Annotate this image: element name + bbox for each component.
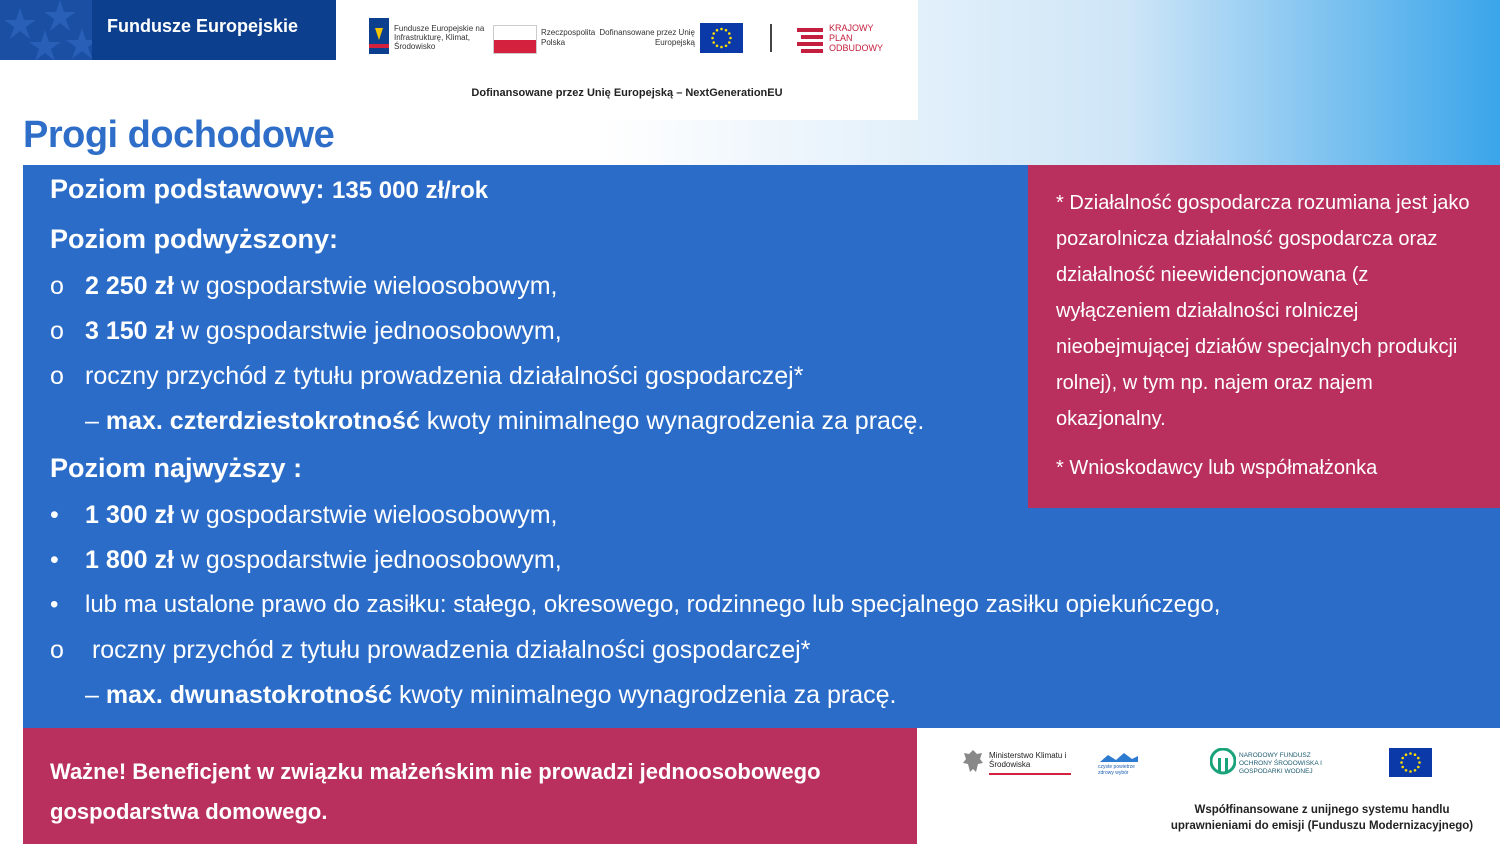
list-marker: o (50, 362, 64, 390)
basic-level-heading (50, 174, 488, 205)
eu-flag-icon (700, 23, 743, 53)
czyste-powietrze-text: czyste powietrze zdrowy wybór (1098, 764, 1135, 776)
amount: 1 800 zł (85, 546, 174, 574)
max-multiplier: max. dwunastokrotność (105, 681, 393, 709)
poland-logo-text: Rzeczpospolita Polska (541, 28, 596, 47)
list-item (50, 591, 1220, 619)
max-multiplier: max. czterdziestokrotność (105, 407, 420, 435)
list-item (50, 636, 810, 665)
item-text: kwoty minimalnego wynagrodzenia za pracę. (392, 681, 897, 709)
nfosigw-text: NARODOWY FUNDUSZ OCHRONY ŚRODOWISKA I GOSPODARKI WODNEJ (1239, 752, 1322, 775)
highest-level-heading: Poziom najwyższy : (50, 453, 303, 483)
note-text: * Działalność gospodarcza rozumiana jest jako pozarolnicza działalność gospodarcza oraz działalność nieewidencjonowana (z wyłączeniem działalności rolniczej nieobejmującej działów specjalnych produkcji rolnej), w tym np. najem oraz najem okazjonalny. (1056, 192, 1470, 430)
important-box (23, 728, 917, 844)
list-item (50, 501, 557, 530)
fe-logo-icon (369, 18, 389, 54)
list-item (50, 317, 562, 346)
logo-divider (770, 24, 772, 52)
list-item (50, 272, 557, 301)
poland-flag-icon (493, 25, 537, 54)
list-item (50, 546, 562, 575)
item-text: w gospodarstwie jednoosobowym, (173, 546, 562, 574)
basic-level-label: Poziom podstawowy: (50, 174, 325, 204)
eagle-emblem-icon (962, 748, 984, 776)
logo-strip (336, 0, 918, 120)
item-text: w gospodarstwie wieloosobowym, (173, 272, 558, 300)
eu-flag-icon (1389, 748, 1432, 777)
item-text: w gospodarstwie wieloosobowym, (173, 501, 558, 529)
max-line (85, 681, 896, 710)
important-text: Ważne! Beneficjent w związku małżeńskim nie prowadzi jednoosobowego gospodarstwa domowego. (50, 759, 821, 824)
item-text: w gospodarstwie jednoosobowym, (173, 317, 562, 345)
kpo-logo-text: KRAJOWY PLAN ODBUDOWY (829, 23, 883, 53)
item-text: lub ma ustalone prawo do zasiłku: stałego, okresowego, rodzinnego lub specjalnego zasiłku opiekuńczego, (85, 591, 1221, 618)
basic-level-value: 135 000 zł/rok (332, 177, 489, 204)
list-marker: • (50, 501, 59, 529)
ngeu-line: Dofinansowane przez Unię Europejską – NextGenerationEU (471, 87, 783, 99)
ministry-logo-text: Ministerstwo Klimatu i Środowiska (989, 751, 1071, 775)
item-text: roczny przychód z tytułu prowadzenia działalności gospodarczej* (85, 362, 804, 390)
dash: – (85, 407, 106, 435)
eu-stars-icon (0, 0, 92, 60)
max-line (85, 407, 924, 436)
amount: 1 300 zł (85, 501, 174, 529)
amount: 2 250 zł (85, 272, 174, 300)
dash: – (85, 681, 106, 709)
footer-logos (917, 728, 1500, 844)
note-box (1028, 165, 1500, 508)
page-title: Progi dochodowe (23, 114, 335, 156)
item-text: roczny przychód z tytułu prowadzenia działalności gospodarczej* (85, 636, 811, 664)
list-marker: • (50, 546, 59, 574)
kpo-logo-icon (797, 24, 823, 54)
program-name: Fundusze Europejskie (107, 16, 299, 36)
nfosigw-logo-icon (1210, 748, 1236, 778)
list-marker: o (50, 272, 64, 300)
list-marker: • (50, 591, 59, 618)
item-text: kwoty minimalnego wynagrodzenia za pracę. (419, 407, 925, 435)
amount: 3 150 zł (85, 317, 174, 345)
fe-logo-text: Fundusze Europejskie na Infrastrukturę, Klimat, Środowisko (394, 24, 485, 51)
raised-level-heading: Poziom podwyższony: (50, 224, 339, 254)
list-marker: o (50, 317, 64, 345)
eu-cofinanced-text: Dofinansowane przez Unię Europejską (599, 28, 695, 47)
fe-header-bar (0, 0, 336, 60)
list-item (50, 362, 803, 391)
cofinanced-text: Współfinansowane z unijnego systemu handlu uprawnieniami do emisji (Funduszu Modernizacyjnego) (1170, 804, 1474, 832)
note-footnote: * Wnioskodawcy lub współmałżonka (1056, 457, 1378, 479)
list-marker: o (50, 636, 64, 664)
